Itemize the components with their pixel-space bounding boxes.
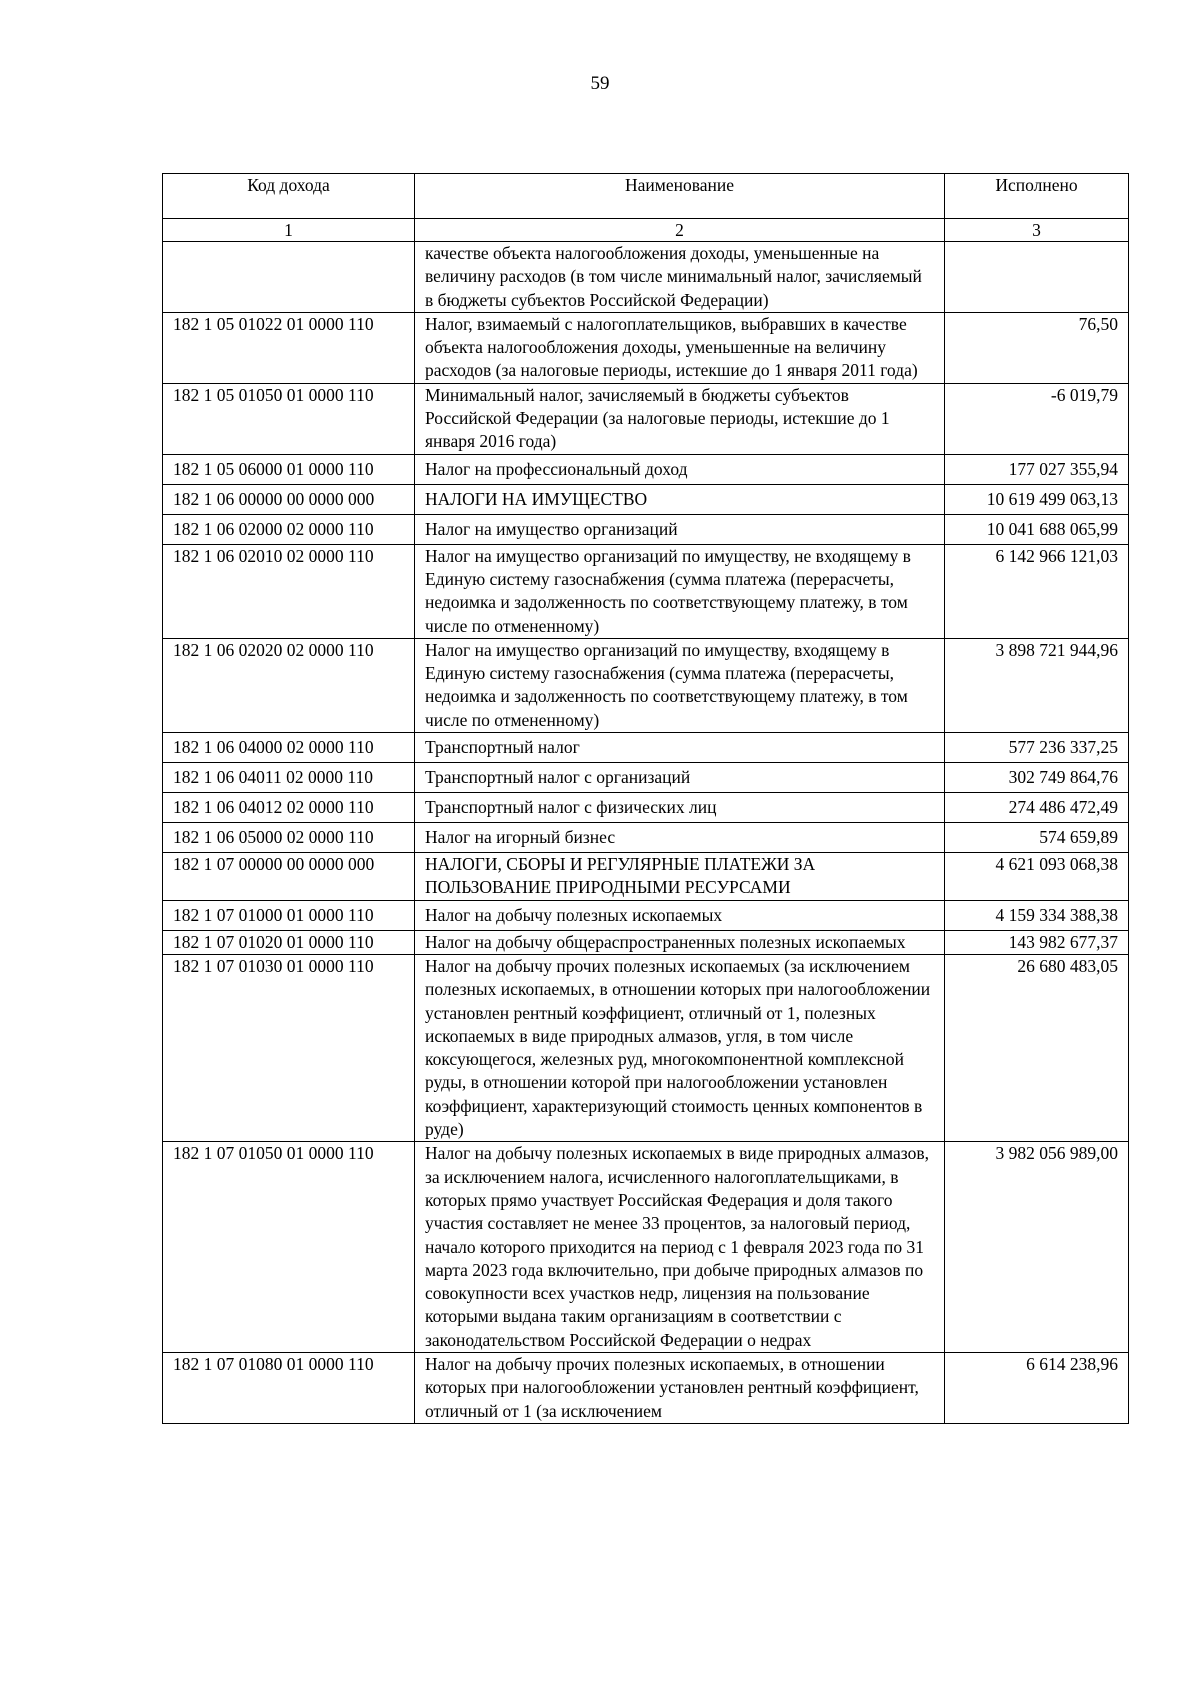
header-code: Код дохода — [163, 174, 415, 219]
table-row — [163, 733, 1129, 763]
income-code: 182 1 07 01080 01 0000 110 — [163, 1352, 415, 1423]
income-code: 182 1 07 01000 01 0000 110 — [163, 900, 415, 930]
income-name: Транспортный налог с физических лиц — [415, 793, 945, 823]
income-name: Налог на добычу полезных ископаемых — [415, 900, 945, 930]
income-name: Налог на добычу прочих полезных ископаемых (за исключением полезных ископаемых, в отношении которых при налогообложении установлен рентный коэффициент, отличный от 1, полезных ископаемых в виде природных алмазов, угля, в том числе коксующегося, железных руд, многокомпонентной комплексной руды, в отношении которой при налогообложении установлен коэффициент, характеризующий стоимость ценных компонентов в руде) — [415, 954, 945, 1141]
income-name: Транспортный налог с организаций — [415, 763, 945, 793]
table-row — [163, 484, 1129, 514]
executed-amount: 6 142 966 121,03 — [945, 544, 1129, 638]
executed-amount: 574 659,89 — [945, 823, 1129, 853]
table-row — [163, 763, 1129, 793]
executed-amount: 10 619 499 063,13 — [945, 484, 1129, 514]
income-name: Налог на игорный бизнес — [415, 823, 945, 853]
header-row — [163, 174, 1129, 219]
executed-amount: 143 982 677,37 — [945, 930, 1129, 954]
executed-amount: 302 749 864,76 — [945, 763, 1129, 793]
income-name: Транспортный налог — [415, 733, 945, 763]
executed-amount: 3 898 721 944,96 — [945, 638, 1129, 732]
executed-amount: 6 614 238,96 — [945, 1352, 1129, 1423]
table-row — [163, 638, 1129, 732]
income-code: 182 1 06 00000 00 0000 000 — [163, 484, 415, 514]
column-number: 1 — [163, 219, 415, 242]
executed-amount: 4 159 334 388,38 — [945, 900, 1129, 930]
executed-amount: 577 236 337,25 — [945, 733, 1129, 763]
income-code: 182 1 06 02000 02 0000 110 — [163, 514, 415, 544]
table-row — [163, 853, 1129, 901]
table-row — [163, 454, 1129, 484]
income-code: 182 1 07 00000 00 0000 000 — [163, 853, 415, 901]
table-row — [163, 312, 1129, 383]
table-row — [163, 954, 1129, 1141]
income-code: 182 1 06 02010 02 0000 110 — [163, 544, 415, 638]
executed-amount: 76,50 — [945, 312, 1129, 383]
income-name: Налог на имущество организаций по имуществу, входящему в Единую систему газоснабжения (сумма платежа (перерасчеты, недоимка и задолженность по соответствующему платежу, в том числе по отмененному) — [415, 638, 945, 732]
income-code: 182 1 06 05000 02 0000 110 — [163, 823, 415, 853]
income-code: 182 1 05 01050 01 0000 110 — [163, 383, 415, 454]
executed-amount: 4 621 093 068,38 — [945, 853, 1129, 901]
executed-amount: 26 680 483,05 — [945, 954, 1129, 1141]
income-code: 182 1 07 01050 01 0000 110 — [163, 1142, 415, 1353]
executed-amount: 3 982 056 989,00 — [945, 1142, 1129, 1353]
income-name: Налог на добычу прочих полезных ископаемых, в отношении которых при налогообложении установлен рентный коэффициент, отличный от 1 (за исключением — [415, 1352, 945, 1423]
header-name: Наименование — [415, 174, 945, 219]
table-row — [163, 1352, 1129, 1423]
executed-amount: 177 027 355,94 — [945, 454, 1129, 484]
table-row — [163, 383, 1129, 454]
revenue-table — [162, 173, 1129, 1424]
income-code: 182 1 06 04000 02 0000 110 — [163, 733, 415, 763]
table-row — [163, 514, 1129, 544]
income-name: НАЛОГИ НА ИМУЩЕСТВО — [415, 484, 945, 514]
column-number: 3 — [945, 219, 1129, 242]
column-number: 2 — [415, 219, 945, 242]
income-name: Минимальный налог, зачисляемый в бюджеты субъектов Российской Федерации (за налоговые периоды, истекшие до 1 января 2016 года) — [415, 383, 945, 454]
income-name: Налог на профессиональный доход — [415, 454, 945, 484]
income-name: Налог, взимаемый с налогоплательщиков, выбравших в качестве объекта налогообложения доходы, уменьшенные на величину расходов (за налоговые периоды, истекшие до 1 января 2011 года) — [415, 312, 945, 383]
page-number: 59 — [590, 73, 610, 94]
income-code: 182 1 05 01022 01 0000 110 — [163, 312, 415, 383]
income-code: 182 1 06 04011 02 0000 110 — [163, 763, 415, 793]
column-number-row — [163, 219, 1129, 242]
income-code: 182 1 05 06000 01 0000 110 — [163, 454, 415, 484]
income-code — [163, 242, 415, 313]
income-code: 182 1 07 01030 01 0000 110 — [163, 954, 415, 1141]
table-row — [163, 793, 1129, 823]
table-row — [163, 544, 1129, 638]
header-executed: Исполнено — [945, 174, 1129, 219]
income-name: Налог на имущество организаций — [415, 514, 945, 544]
table-row — [163, 242, 1129, 313]
executed-amount: 274 486 472,49 — [945, 793, 1129, 823]
income-name: Налог на добычу общераспространенных полезных ископаемых — [415, 930, 945, 954]
income-code: 182 1 06 02020 02 0000 110 — [163, 638, 415, 732]
income-name: Налог на добычу полезных ископаемых в виде природных алмазов, за исключением налога, исчисленного налогоплательщиками, в которых прямо участвует Российская Федерация и доля такого участия составляет не менее 33 процентов, за налоговый период, начало которого приходится на период с 1 февраля 2023 года по 31 марта 2023 года включительно, при добыче природных алмазов по совокупности всех участков недр, лицензия на пользование которыми выдана таким организациям в соответствии с законодательством Российской Федерации о недрах — [415, 1142, 945, 1353]
income-code: 182 1 06 04012 02 0000 110 — [163, 793, 415, 823]
executed-amount: 10 041 688 065,99 — [945, 514, 1129, 544]
executed-amount: -6 019,79 — [945, 383, 1129, 454]
table-row — [163, 1142, 1129, 1353]
table-row — [163, 930, 1129, 954]
table-row — [163, 900, 1129, 930]
income-code: 182 1 07 01020 01 0000 110 — [163, 930, 415, 954]
income-name: качестве объекта налогообложения доходы, уменьшенные на величину расходов (в том числе минимальный налог, зачисляемый в бюджеты субъектов Российской Федерации) — [415, 242, 945, 313]
executed-amount — [945, 242, 1129, 313]
income-name: НАЛОГИ, СБОРЫ И РЕГУЛЯРНЫЕ ПЛАТЕЖИ ЗА ПОЛЬЗОВАНИЕ ПРИРОДНЫМИ РЕСУРСАМИ — [415, 853, 945, 901]
income-name: Налог на имущество организаций по имуществу, не входящему в Единую систему газоснабжения (сумма платежа (перерасчеты, недоимка и задолженность по соответствующему платежу, в том числе по отмененному) — [415, 544, 945, 638]
table-row — [163, 823, 1129, 853]
